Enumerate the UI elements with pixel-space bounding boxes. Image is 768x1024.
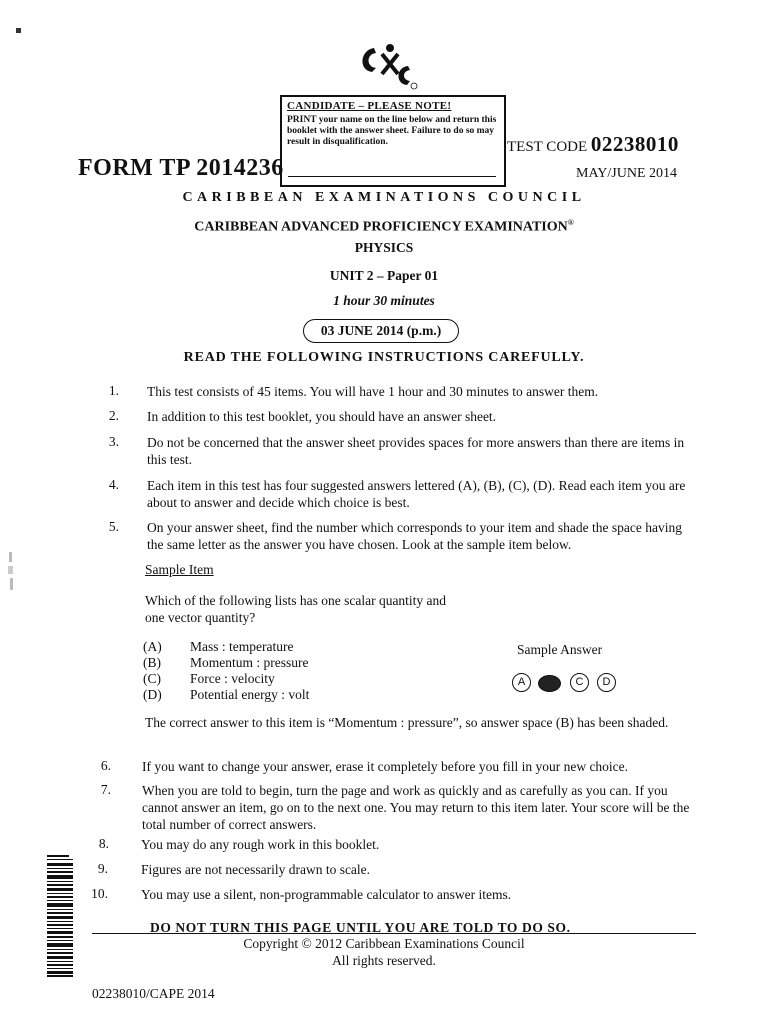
registered-mark: ® xyxy=(567,218,574,227)
cxc-logo xyxy=(352,40,422,90)
instruction-number: 3. xyxy=(108,434,119,449)
instruction-text: When you are told to begin, turn the page and work as quickly and as carefully as you can. If you cannot answer an item, go on to the next one. You may return to this item later. Your score will be the total number of correct answers. xyxy=(142,783,690,832)
unit-paper: UNIT 2 – Paper 01 xyxy=(329,268,439,283)
instruction-text: In addition to this test booklet, you should have an answer sheet. xyxy=(147,409,497,424)
instruction-text: Do not be concerned that the answer sheet provides spaces for more answers than there are items in this test. xyxy=(147,435,685,467)
exam-name: CARIBBEAN ADVANCED PROFICIENCY EXAMINATION xyxy=(194,219,568,235)
sample-explanation: The correct answer to this item is “Momentum : pressure”, so answer space (B) has been shaded. xyxy=(145,715,669,730)
scan-mark xyxy=(5,552,19,592)
instruction-text: This test consists of 45 items. You will have 1 hour and 30 minutes to answer them. xyxy=(147,384,599,399)
candidate-name-line[interactable] xyxy=(288,176,496,177)
instruction-number: 6. xyxy=(100,758,111,773)
candidate-notice-box xyxy=(280,95,506,187)
test-code-value: 02238010 xyxy=(590,132,679,156)
answer-bubble-c: C xyxy=(570,673,589,692)
test-code-label: TEST CODE xyxy=(507,139,588,155)
option-letter: (C) xyxy=(143,671,161,686)
council-name: CARIBBEAN EXAMINATIONS COUNCIL xyxy=(182,190,586,205)
answer-bubble-a: A xyxy=(512,673,531,692)
instruction-number: 4. xyxy=(108,477,119,492)
document-code: 02238010/CAPE 2014 xyxy=(92,986,215,1001)
instruction-number: 10. xyxy=(91,886,108,901)
notice-body: PRINT your name on the line below and return this booklet with the answer sheet. Failure to do so may result in disqualification. xyxy=(287,115,497,147)
notice-title: CANDIDATE – PLEASE NOTE! xyxy=(287,100,452,112)
answer-bubble-d: D xyxy=(597,673,616,692)
exam-date: 03 JUNE 2014 (p.m.) xyxy=(303,319,459,343)
sample-answer-label: Sample Answer xyxy=(517,642,603,657)
instruction-number: 5. xyxy=(108,519,119,534)
rights-line: All rights reserved. xyxy=(332,953,436,968)
scan-dot xyxy=(16,28,21,33)
instructions-heading: READ THE FOLLOWING INSTRUCTIONS CAREFULLY. xyxy=(183,350,585,365)
instruction-text: You may use a silent, non-programmable calculator to answer items. xyxy=(141,887,512,902)
sample-item-label: Sample Item xyxy=(145,562,214,577)
instruction-number: 2. xyxy=(108,408,119,423)
option-text: Potential energy : volt xyxy=(190,687,310,702)
option-text: Momentum : pressure xyxy=(190,655,309,670)
form-tp-number: FORM TP 2014236 xyxy=(78,155,284,181)
exam-session: MAY/JUNE 2014 xyxy=(576,166,677,181)
option-letter: (B) xyxy=(143,655,161,670)
instruction-number: 7. xyxy=(100,782,111,797)
sample-question: Which of the following lists has one scalar quantity and one vector quantity? xyxy=(145,593,447,625)
instruction-number: 1. xyxy=(108,383,119,398)
answer-bubble-b-shaded xyxy=(538,675,561,692)
cxc-logo-icon xyxy=(352,40,422,90)
instruction-number: 9. xyxy=(97,861,108,876)
exam-duration: 1 hour 30 minutes xyxy=(333,293,435,308)
instruction-text: On your answer sheet, find the number which corresponds to your item and shade the space having the same letter as the answer you have chosen. Look at the sample item below. xyxy=(147,520,682,552)
do-not-turn-warning: DO NOT TURN THIS PAGE UNTIL YOU ARE TOLD TO DO SO. xyxy=(150,920,571,935)
instruction-text: If you want to change your answer, erase it completely before you fill in your new choice. xyxy=(142,759,629,774)
copyright-line: Copyright © 2012 Caribbean Examinations Council xyxy=(243,936,525,951)
footer-divider xyxy=(92,933,696,934)
option-text: Force : velocity xyxy=(190,671,275,686)
instruction-text: Each item in this test has four suggested answers lettered (A), (B), (C), (D). Read each item you are about to answer and decide which choice is best. xyxy=(147,478,686,510)
option-text: Mass : temperature xyxy=(190,639,294,654)
option-letter: (A) xyxy=(143,639,162,654)
instruction-text: You may do any rough work in this booklet. xyxy=(141,837,380,852)
test-code xyxy=(507,132,679,157)
subject-title: PHYSICS xyxy=(354,240,414,255)
option-letter: (D) xyxy=(143,687,162,702)
exam-title xyxy=(0,218,768,236)
instruction-text: Figures are not necessarily drawn to scale. xyxy=(141,862,371,877)
instruction-number: 8. xyxy=(98,836,109,851)
